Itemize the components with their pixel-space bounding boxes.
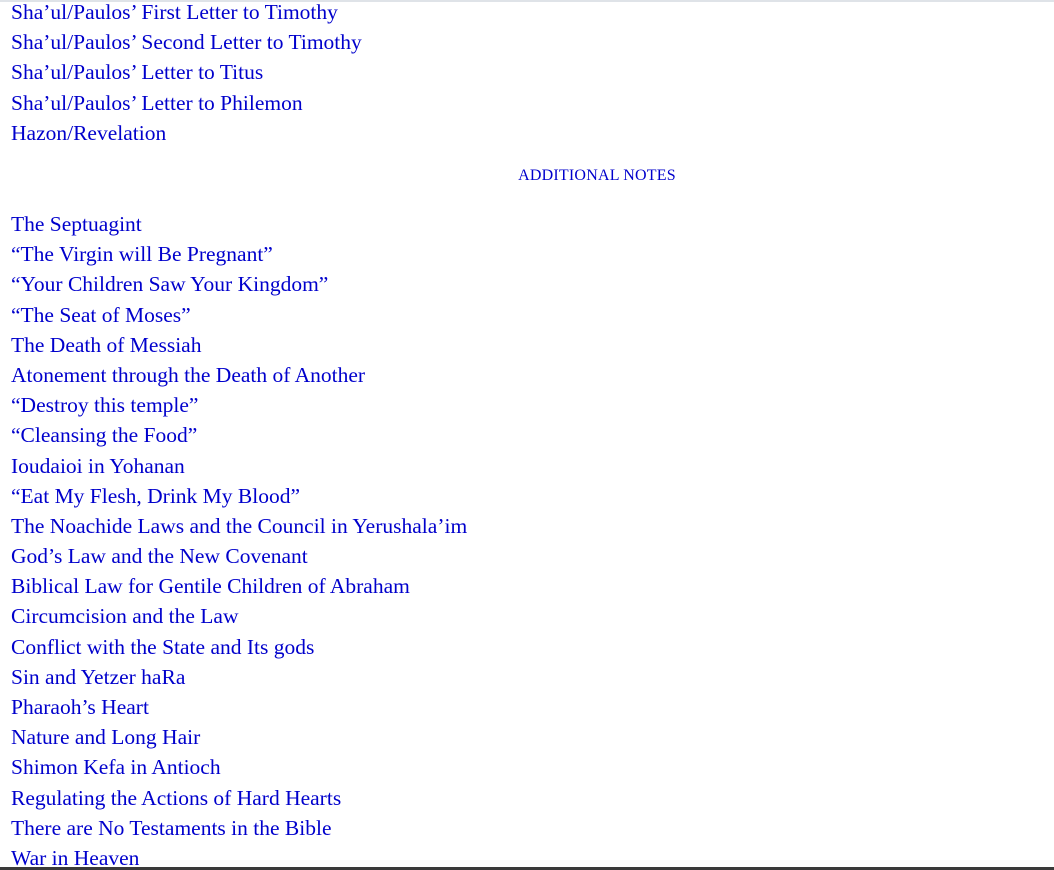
book-item: [11, 57, 362, 87]
note-item: [11, 601, 467, 631]
books-link-list: [11, 0, 362, 148]
note-item: [11, 843, 467, 867]
note-link[interactable]: Nature and Long Hair: [11, 725, 201, 750]
book-item: [11, 27, 362, 57]
note-item: [11, 541, 467, 571]
additional-notes-heading: ADDITIONAL NOTES: [518, 167, 676, 184]
note-link[interactable]: The Septuagint: [11, 212, 142, 236]
note-link[interactable]: “Eat My Flesh, Drink My Blood”: [11, 483, 301, 508]
note-item: [11, 360, 467, 390]
note-item: [11, 813, 467, 843]
note-item: [11, 269, 467, 299]
notes-link-list: [11, 209, 467, 867]
note-link[interactable]: There are No Testaments in the Bible: [11, 815, 332, 840]
book-item: [11, 118, 362, 148]
book-item: [11, 0, 362, 27]
note-item: [11, 662, 467, 692]
note-item: [11, 481, 467, 511]
book-item: [11, 88, 362, 118]
note-item: [11, 722, 467, 752]
note-link[interactable]: Shimon Kefa in Antioch: [11, 755, 221, 780]
note-link[interactable]: Regulating the Actions of Hard Hearts: [11, 785, 342, 810]
note-item: [11, 300, 467, 330]
note-item: [11, 451, 467, 481]
note-item: [11, 632, 467, 662]
note-link[interactable]: Pharaoh’s Heart: [11, 695, 149, 719]
note-item: [11, 390, 467, 420]
note-item: [11, 239, 467, 269]
book-link[interactable]: Sha’ul/Paulos’ Letter to Titus: [11, 60, 264, 85]
note-item: [11, 571, 467, 601]
note-item: [11, 692, 467, 722]
book-link[interactable]: Hazon/Revelation: [11, 120, 167, 145]
note-link[interactable]: “Cleansing the Food”: [11, 423, 198, 448]
note-link[interactable]: “The Seat of Moses”: [11, 302, 191, 327]
note-link[interactable]: Ioudaioi in Yohanan: [11, 453, 185, 478]
note-item: [11, 752, 467, 782]
note-link[interactable]: “Destroy this temple”: [11, 393, 199, 418]
note-link[interactable]: Sin and Yetzer haRa: [11, 664, 186, 689]
note-item: [11, 420, 467, 450]
note-link[interactable]: The Death of Messiah: [11, 332, 202, 357]
note-item: [11, 783, 467, 813]
book-link[interactable]: Sha’ul/Paulos’ Second Letter to Timothy: [11, 30, 362, 55]
note-item: [11, 330, 467, 360]
note-link[interactable]: War in Heaven: [11, 845, 140, 867]
note-item: [11, 511, 467, 541]
note-link[interactable]: “Your Children Saw Your Kingdom”: [11, 272, 329, 297]
note-link[interactable]: Atonement through the Death of Another: [11, 362, 366, 387]
note-link[interactable]: Biblical Law for Gentile Children of Abraham: [11, 574, 410, 599]
book-link[interactable]: Sha’ul/Paulos’ First Letter to Timothy: [11, 0, 338, 24]
book-link[interactable]: Sha’ul/Paulos’ Letter to Philemon: [11, 90, 303, 115]
note-link[interactable]: Circumcision and the Law: [11, 604, 239, 629]
note-item: [11, 209, 467, 239]
note-link[interactable]: “The Virgin will Be Pregnant”: [11, 242, 273, 267]
note-link[interactable]: God’s Law and the New Covenant: [11, 544, 308, 569]
note-link[interactable]: The Noachide Laws and the Council in Yerushala’im: [11, 513, 468, 538]
note-link[interactable]: Conflict with the State and Its gods: [11, 634, 315, 659]
